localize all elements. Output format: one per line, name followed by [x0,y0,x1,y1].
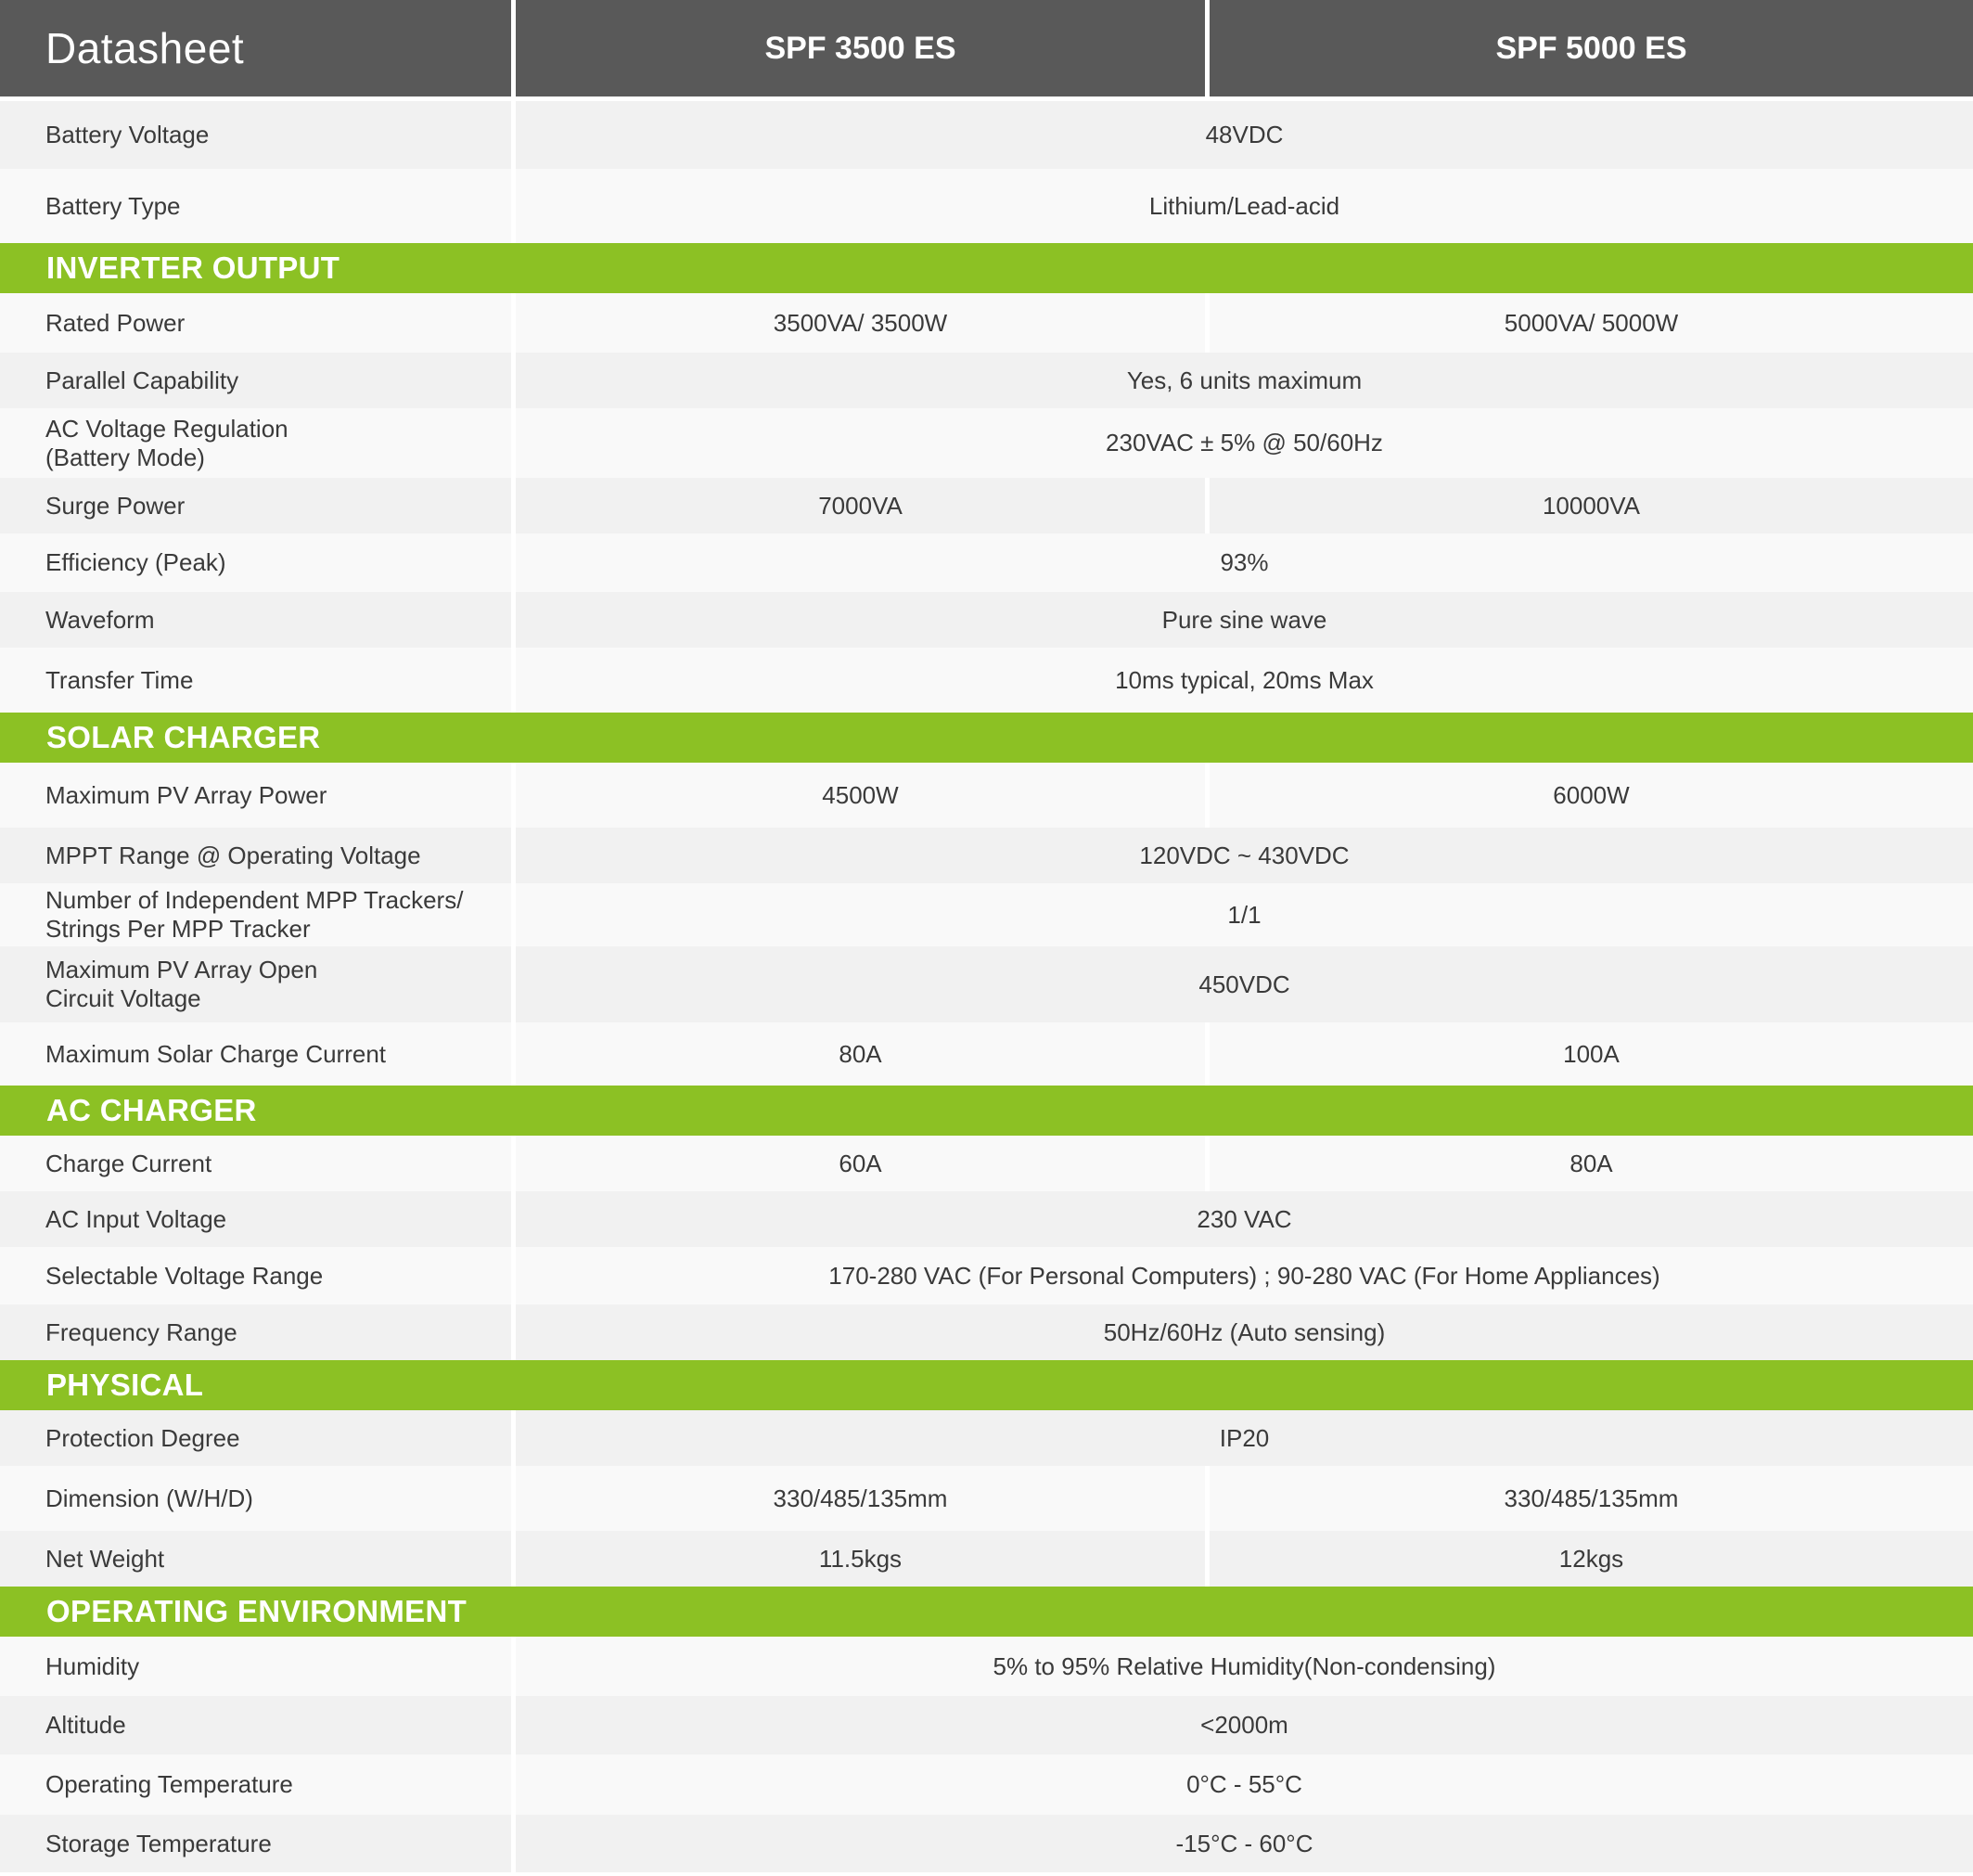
row-label: Dimension (W/H/D) [0,1466,511,1531]
row-value: 93% [516,533,1973,592]
row-value-spf-5000: 100A [1210,1022,1973,1086]
row-value-spf-3500: 60A [516,1136,1205,1191]
table-row-waveform [0,592,1973,648]
row-label: Maximum Solar Charge Current [0,1022,511,1086]
row-label: Rated Power [0,293,511,353]
row-value: 170-280 VAC (For Personal Computers) ; 90-280 VAC (For Home Appliances) [516,1247,1973,1304]
table-row-mppt-range [0,828,1973,883]
table-row-selectable-voltage-range [0,1247,1973,1304]
table-row-transfer-time [0,648,1973,713]
table-row-ac-voltage-regulation [0,408,1973,478]
row-value: <2000m [516,1696,1973,1754]
table-row-parallel-capability [0,353,1973,408]
section-solar-charger: SOLAR CHARGER [0,713,1973,763]
row-value-spf-3500: 330/485/135mm [516,1466,1205,1531]
row-value: IP20 [516,1410,1973,1466]
table-row-rated-power [0,293,1973,353]
row-value-spf-3500: 4500W [516,763,1205,828]
table-row-humidity [0,1637,1973,1696]
table-row-protection-degree [0,1410,1973,1466]
table-row-max-solar-charge-current [0,1022,1973,1086]
row-value: Lithium/Lead-acid [516,169,1973,243]
table-row-battery-type [0,169,1973,243]
row-label: Storage Temperature [0,1815,511,1872]
table-row-battery-voltage [0,101,1973,169]
section-operating-environment: OPERATING ENVIRONMENT [0,1587,1973,1637]
table-row-mpp-trackers [0,883,1973,946]
row-label: Battery Voltage [0,101,511,169]
table-row-efficiency [0,533,1973,592]
table-row-altitude [0,1696,1973,1754]
row-label-line-2: Circuit Voltage [45,984,201,1012]
page-title: Datasheet [0,0,511,96]
table-row-ac-input-voltage [0,1191,1973,1247]
table-row-dimension [0,1466,1973,1531]
table-row-storage-temperature [0,1815,1973,1872]
row-label: Selectable Voltage Range [0,1247,511,1304]
table-row-pv-open-circuit-voltage [0,946,1973,1022]
model-header-spf-5000: SPF 5000 ES [1210,0,1973,96]
section-ac-charger: AC CHARGER [0,1086,1973,1136]
section-inverter-output: INVERTER OUTPUT [0,243,1973,293]
row-value: 5% to 95% Relative Humidity(Non-condensing) [516,1637,1973,1696]
row-value: 230VAC ± 5% @ 50/60Hz [516,408,1973,478]
row-label-line-1: Maximum PV Array Open [45,956,318,983]
row-value-spf-5000: 12kgs [1210,1531,1973,1587]
table-row-charge-current [0,1136,1973,1191]
table-header [0,0,1973,96]
row-value: 10ms typical, 20ms Max [516,648,1973,713]
row-label [0,883,511,946]
row-label: Parallel Capability [0,353,511,408]
row-label: Charge Current [0,1136,511,1191]
row-value-spf-3500: 80A [516,1022,1205,1086]
row-label-line-2: Strings Per MPP Tracker [45,915,311,943]
table-row-surge-power [0,478,1973,533]
row-value: Pure sine wave [516,592,1973,648]
row-value: 230 VAC [516,1191,1973,1247]
row-label: Efficiency (Peak) [0,533,511,592]
table-row-max-pv-array-power [0,763,1973,828]
row-label-line-2: (Battery Mode) [45,443,205,471]
row-label: Waveform [0,592,511,648]
row-label: Net Weight [0,1531,511,1587]
row-value-spf-3500: 11.5kgs [516,1531,1205,1587]
row-value-spf-5000: 10000VA [1210,478,1973,533]
section-physical: PHYSICAL [0,1360,1973,1410]
row-label: Battery Type [0,169,511,243]
row-value-spf-3500: 7000VA [516,478,1205,533]
row-value-spf-5000: 6000W [1210,763,1973,828]
row-label: Frequency Range [0,1304,511,1360]
row-label: Operating Temperature [0,1754,511,1815]
table-row-operating-temperature [0,1754,1973,1815]
table-row-net-weight [0,1531,1973,1587]
row-label: Maximum PV Array Power [0,763,511,828]
row-value-spf-5000: 330/485/135mm [1210,1466,1973,1531]
row-value-spf-5000: 80A [1210,1136,1973,1191]
model-header-spf-3500: SPF 3500 ES [516,0,1205,96]
row-label: Surge Power [0,478,511,533]
row-value-spf-5000: 5000VA/ 5000W [1210,293,1973,353]
row-label [0,408,511,478]
row-label: Humidity [0,1637,511,1696]
row-value: 450VDC [516,946,1973,1022]
row-value: 120VDC ~ 430VDC [516,828,1973,883]
row-label: AC Input Voltage [0,1191,511,1247]
row-label: MPPT Range @ Operating Voltage [0,828,511,883]
row-value: 48VDC [516,101,1973,169]
row-label: Altitude [0,1696,511,1754]
row-value: Yes, 6 units maximum [516,353,1973,408]
row-value: 0°C - 55°C [516,1754,1973,1815]
row-value: -15°C - 60°C [516,1815,1973,1872]
row-value: 50Hz/60Hz (Auto sensing) [516,1304,1973,1360]
row-value-spf-3500: 3500VA/ 3500W [516,293,1205,353]
row-value: 1/1 [516,883,1973,946]
row-label: Transfer Time [0,648,511,713]
row-label-line-1: Number of Independent MPP Trackers/ [45,886,464,914]
row-label: Protection Degree [0,1410,511,1466]
row-label [0,946,511,1022]
row-label-line-1: AC Voltage Regulation [45,414,288,443]
table-row-frequency-range [0,1304,1973,1360]
